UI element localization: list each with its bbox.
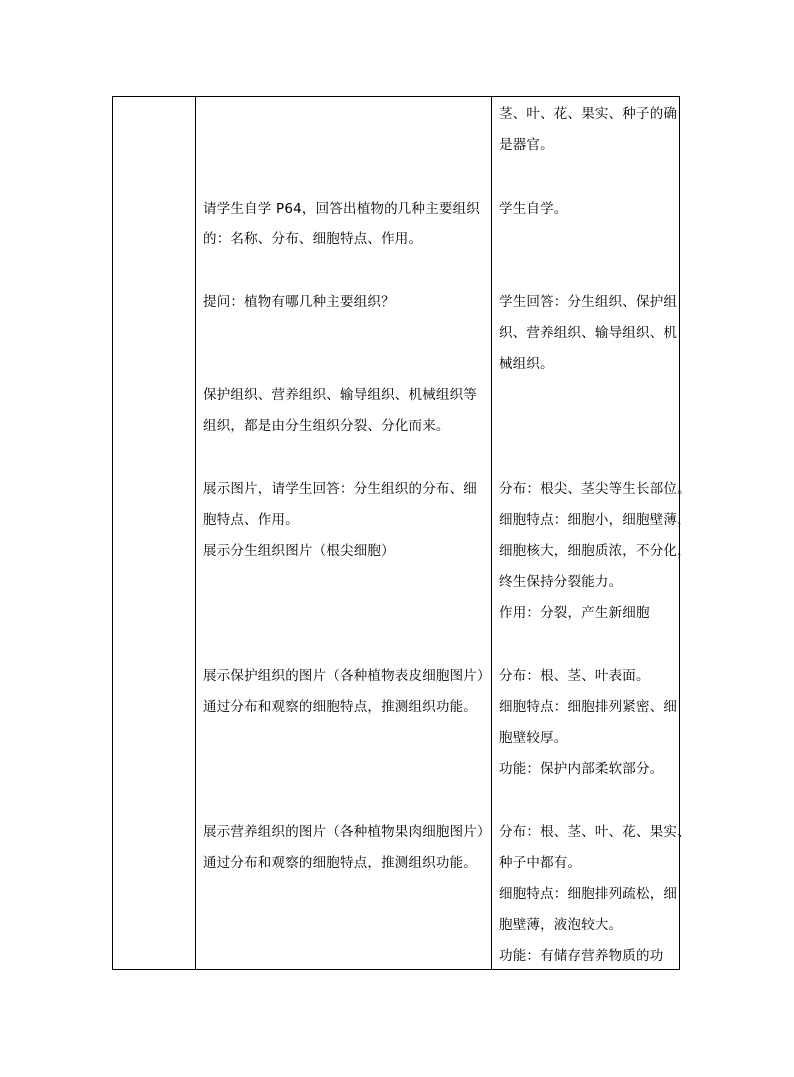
meristem-answer-line-2: 细胞特点：细胞小，细胞壁薄， <box>499 512 691 528</box>
organs-note-line-1: 茎、叶、花、果实、种子的确 <box>499 106 678 122</box>
question-line: 提问：植物有哪几种主要组织？ <box>203 294 395 310</box>
organs-note-line-2: 是器官。 <box>499 137 554 153</box>
meristem-answer-line-3: 细胞核大，细胞质浓，不分化， <box>499 543 691 559</box>
meristem-answer-line-1: 分布：根尖、茎尖等生长部位。 <box>499 481 691 497</box>
protective-answer-line-4: 功能：保护内部柔软部分。 <box>499 761 664 777</box>
self-study-task-line-2: 的：名称、分布、细胞特点、作用。 <box>203 231 423 247</box>
meristem-prompt-line-1: 展示图片，请学生回答：分生组织的分布、细 <box>203 481 477 497</box>
meristem-prompt-line-3: 展示分生组织图片（根尖细胞） <box>203 543 395 559</box>
summary-line-1: 保护组织、营养组织、输导组织、机械组织等 <box>203 387 477 403</box>
nutritive-answer-line-1: 分布：根、茎、叶、花、果实、 <box>499 824 691 840</box>
protective-answer-line-1: 分布：根、茎、叶表面。 <box>499 668 650 684</box>
tissue-answer-line-2: 织、营养组织、输导组织、机 <box>499 325 678 341</box>
nutritive-answer-line-4: 胞壁薄，液泡较大。 <box>499 917 623 933</box>
self-study-response: 学生自学。 <box>499 201 568 217</box>
nutritive-prompt-line-1: 展示营养组织的图片（各种植物果肉细胞图片） <box>203 824 491 840</box>
self-study-task-line-1: 请学生自学 P64，回答出植物的几种主要组织 <box>203 201 481 217</box>
nutritive-answer-line-3: 细胞特点：细胞排列疏松，细 <box>499 886 678 902</box>
meristem-prompt-line-2: 胞特点、作用。 <box>203 512 299 528</box>
protective-answer-line-2: 细胞特点：细胞排列紧密、细 <box>499 699 678 715</box>
meristem-answer-line-4: 终生保持分裂能力。 <box>499 574 623 590</box>
tissue-answer-line-3: 械组织。 <box>499 356 554 372</box>
tissue-answer-line-1: 学生回答：分生组织、保护组 <box>499 294 678 310</box>
protective-prompt-line-1: 展示保护组织的图片（各种植物表皮细胞图片） <box>203 668 491 684</box>
summary-line-2: 组织，都是由分生组织分裂、分化而来。 <box>203 418 450 434</box>
meristem-answer-line-5: 作用：分裂，产生新细胞 <box>499 605 650 621</box>
nutritive-prompt-line-2: 通过分布和观察的细胞特点，推测组织功能。 <box>203 855 477 871</box>
nutritive-answer-line-5: 功能：有储存营养物质的功 <box>499 948 664 964</box>
lesson-plan-table <box>112 96 691 970</box>
column-divider-1 <box>195 97 196 969</box>
nutritive-answer-line-2: 种子中都有。 <box>499 855 582 871</box>
protective-prompt-line-2: 通过分布和观察的细胞特点，推测组织功能。 <box>203 699 477 715</box>
protective-answer-line-3: 胞壁较厚。 <box>499 730 568 746</box>
column-divider-2 <box>491 97 492 969</box>
